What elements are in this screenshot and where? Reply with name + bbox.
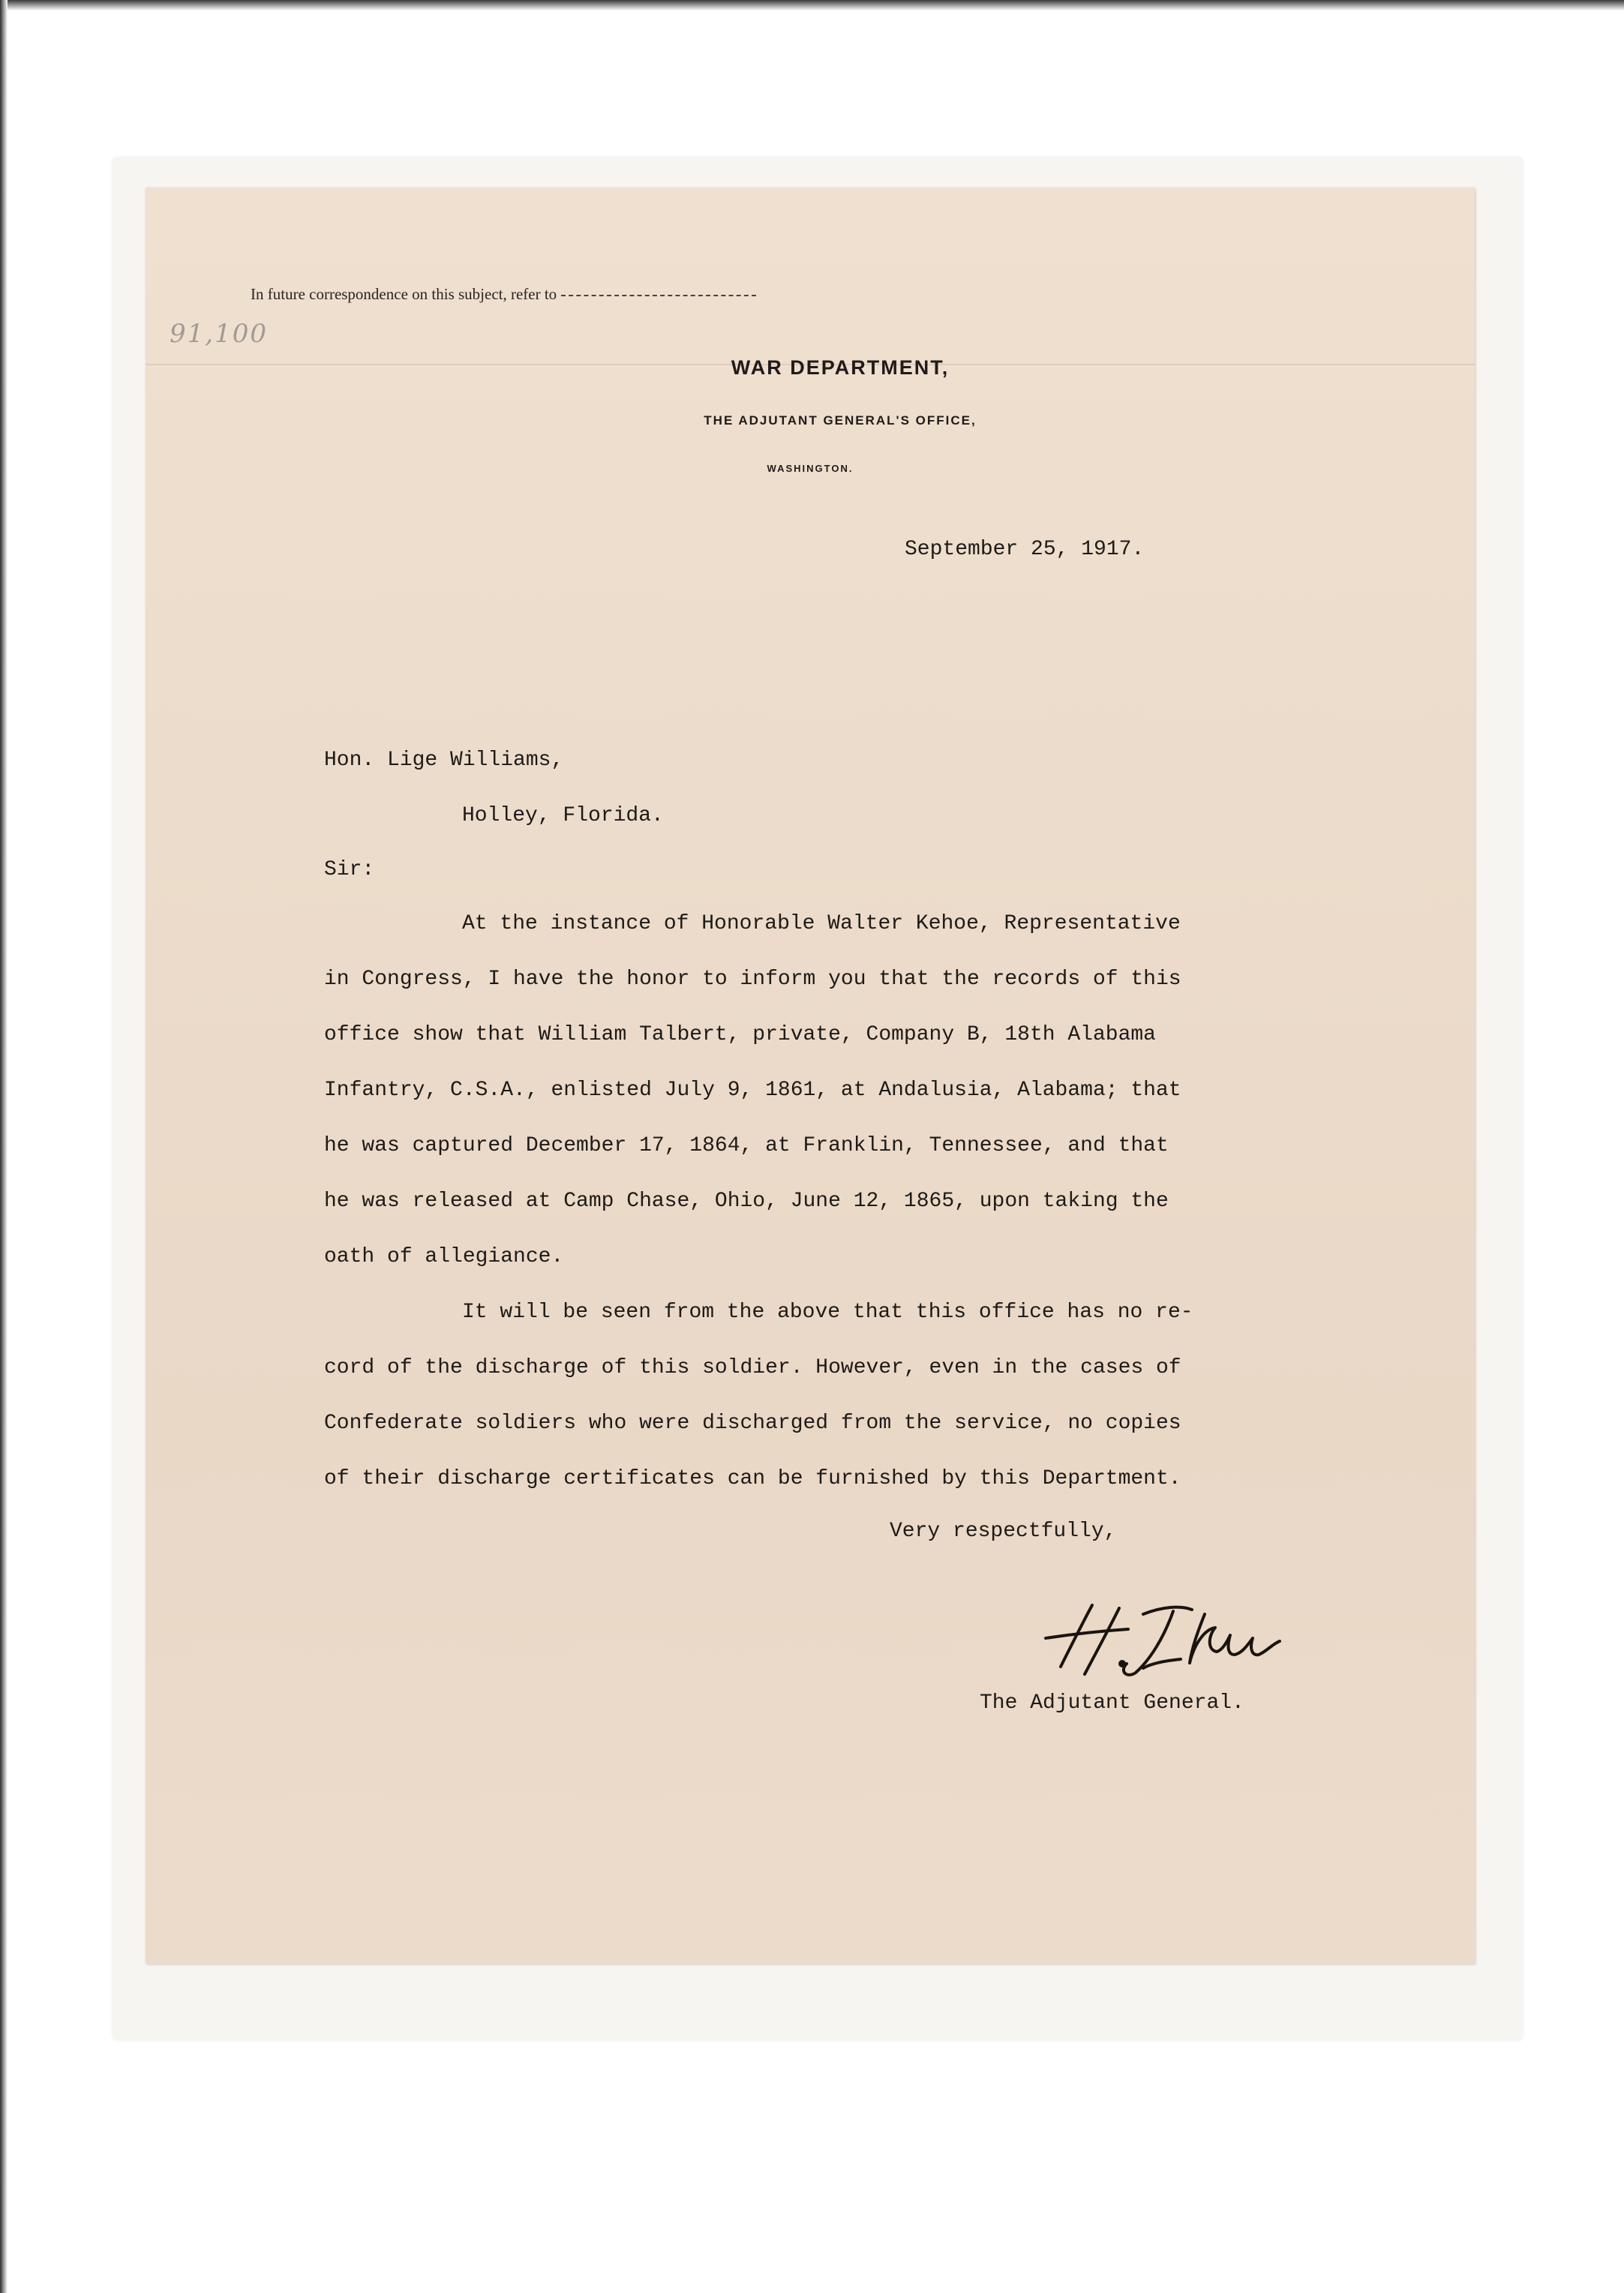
body-line: he was captured December 17, 1864, at Franklin, Tennessee, and that: [324, 1134, 1169, 1157]
body-line: he was released at Camp Chase, Ohio, June 12, 1865, upon taking the: [324, 1190, 1169, 1213]
body-line: in Congress, I have the honor to inform you that the records of this: [324, 968, 1181, 991]
salutation: Sir:: [324, 858, 375, 881]
handwritten-signature: [1031, 1592, 1301, 1682]
body-line: cord of the discharge of this soldier. However, even in the cases of: [324, 1356, 1181, 1379]
reference-line: [251, 285, 1001, 304]
signer-title: The Adjutant General.: [980, 1691, 1244, 1715]
letterhead-city: WASHINGTON.: [767, 463, 854, 474]
body-line: oath of allegiance.: [324, 1245, 564, 1268]
body-line: At the instance of Honorable Walter Kehoe, Representative: [462, 912, 1181, 935]
complimentary-close: Very respectfully,: [890, 1520, 1117, 1543]
letterhead-department: WAR DEPARTMENT,: [731, 356, 950, 379]
body-line: It will be seen from the above that this office has no re-: [462, 1301, 1193, 1324]
reference-blank: [561, 295, 756, 296]
scan-edge-top: [0, 0, 1624, 11]
letterhead-office: THE ADJUTANT GENERAL'S OFFICE,: [704, 413, 977, 428]
pencil-annotation: 91,100: [170, 319, 268, 349]
letter-page: [146, 188, 1475, 1964]
addressee-name: Hon. Lige Williams,: [324, 749, 564, 772]
body-line: Confederate soldiers who were discharged from the service, no copies: [324, 1412, 1181, 1435]
body-line: Infantry, C.S.A., enlisted July 9, 1861, at Andalusia, Alabama; that: [324, 1079, 1181, 1102]
body-line: of their discharge certificates can be furnished by this Department.: [324, 1467, 1181, 1490]
reference-prompt: In future correspondence on this subject, refer to: [251, 285, 557, 303]
letter-date: September 25, 1917.: [905, 538, 1145, 561]
addressee-location: Holley, Florida.: [462, 804, 664, 827]
body-line: office show that William Talbert, private, Company B, 18th Alabama: [324, 1023, 1156, 1046]
scan-edge-left: [0, 0, 8, 2293]
